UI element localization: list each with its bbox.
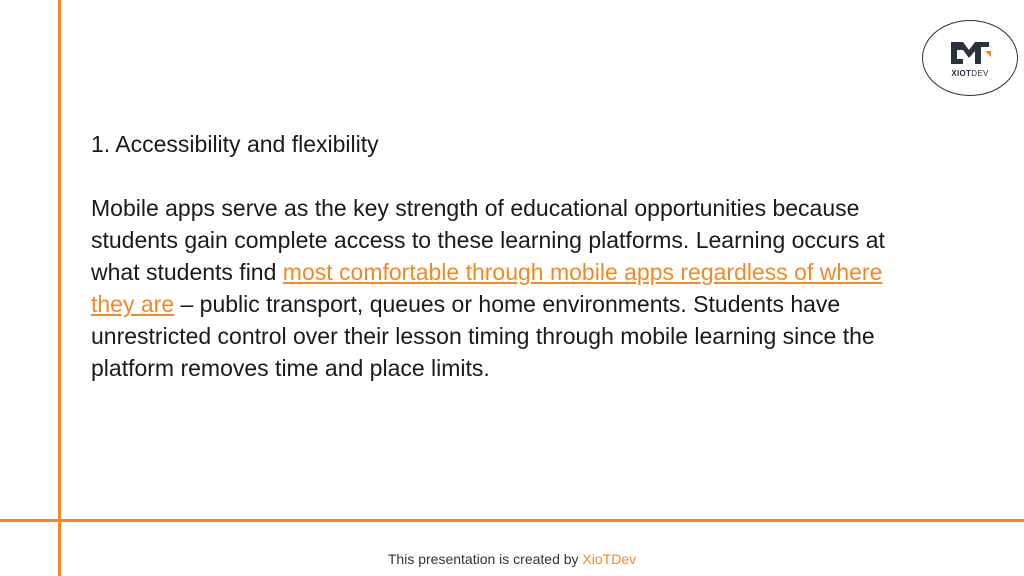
footer-prefix: This presentation is created by	[387, 551, 583, 567]
inline-link[interactable]: most comfortable through mobile apps regardless of where they are	[91, 259, 883, 317]
slide-content	[91, 128, 901, 384]
footer-brand: XioTDev	[582, 551, 637, 567]
paragraph-text-before: Mobile apps serve as the key strength of educational opportunities because students gain complete access to these learning platforms. Learning occurs at what students find	[91, 195, 885, 285]
logo-wordmark	[951, 69, 988, 78]
logo-brand-bold: XIOT	[951, 68, 972, 78]
slide-heading: 1. Accessibility and flexibility	[91, 131, 379, 157]
footer-credit	[0, 551, 1024, 567]
vertical-accent-line	[58, 0, 61, 576]
slide-paragraph	[91, 192, 901, 384]
logo-brand-light: DEV	[971, 68, 989, 78]
horizontal-accent-line	[0, 519, 1024, 522]
paragraph-text-after: – public transport, queues or home environments. Students have unrestricted control over their lesson timing through mobile learning since the platform removes time and place limits.	[91, 291, 875, 381]
xiotdev-logo-icon	[947, 39, 993, 67]
brand-logo	[922, 20, 1018, 96]
